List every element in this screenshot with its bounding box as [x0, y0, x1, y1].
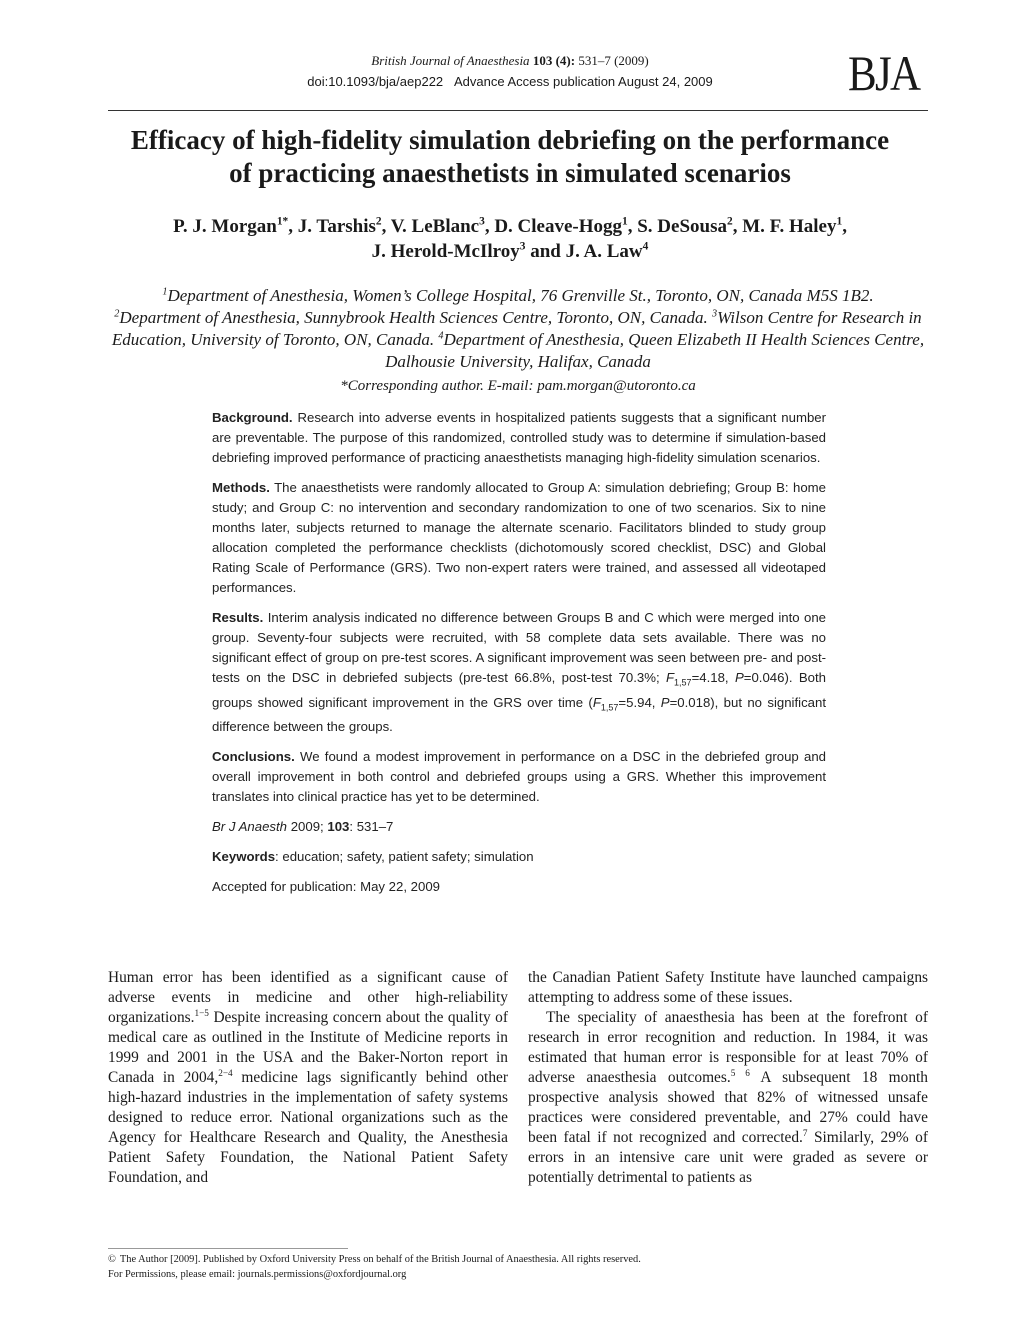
accepted-date: Accepted for publication: May 22, 2009: [212, 879, 440, 895]
advance-access: Advance Access publication August 24, 2009: [454, 74, 713, 89]
body-paragraph: Human error has been identified as a significant cause of adverse events in medicine and other high-reliability organizations.$^{1-5}$ Despite increasing concern about the quality of medical care as outlined in the Institute of Medicine reports in 1999 and 2001 in the USA and the Baker-Norton report in Canada in 2004,$^{2-4}$ medicine lags significantly behind other high-hazard industries in the implementation of safety systems designed to reduce error. National organizations such as the Agency for Healthcare Research and Quality, the Anesthesia Patient Safety Foundation, the National Patient Safety Foundation, and: [108, 969, 508, 1186]
permissions-text: For Permissions, please email: journals.permissions@oxfordjournal.org: [108, 1269, 407, 1280]
affiliation: $^1$Department of Anesthesia, Women’s College Hospital, 76 Grenville St., Toronto, ON, Canada M5S 1B2.: [162, 286, 874, 305]
affiliation: $^3$Wilson Centre for Research in Education, University of Toronto, ON, Canada.: [111, 308, 922, 349]
author: J. A. Law$^4$: [565, 240, 649, 262]
journal-volume: 103: [532, 53, 553, 68]
footer-copyright: [108, 1252, 641, 1282]
journal-name: British Journal of Anaesthesia: [371, 53, 530, 68]
abstract-conclusions: Conclusions. We found a modest improvement in performance on a DSC in the debriefed group and overall improvement in both control and debriefed groups using a GRS. Whether this improvement translates into clinical practice has yet to be determined.: [212, 749, 826, 805]
reference-link[interactable]: 2−4: [218, 1067, 233, 1078]
journal-issue: (4):: [555, 53, 576, 68]
abstract-methods: Methods. The anaesthetists were randomly allocated to Group A: simulation debriefing; Group B: home study; and Group C: no intervention and secondary randomization to one of two scenarios. Six to nine months later, subjects returned to manage the alternate scenario. Facilitators blinded to study group allocation completed the performance checklists (dichotomously scored checklist, DSC) and Global Rating Scale of Performance (GRS). Two non-expert raters were trained, and assessed all videotaped performances.: [212, 480, 826, 595]
corresponding-author: *Corresponding author. E-mail: pam.morgan@utoronto.ca: [340, 378, 696, 394]
author-list: [80, 214, 940, 264]
reference-link[interactable]: 1−5: [194, 1007, 209, 1018]
body-paragraph: The speciality of anaesthesia has been at the forefront of research in error recognition and reduction. In 1984, it was estimated that human error is responsible for at least 70% of adverse anaesthesia outcomes.$^{5 6}$ A subsequent 18 month prospective analysis showed that 82% of witnessed unsafe practices were considered preventable, and 27% could have been fatal if not recognized and corrected.$^7$ Similarly, 29% of errors in an intensive care unit were graded as severe or potentially detrimental to patients as: [528, 1009, 928, 1186]
author: P. J. Morgan$^{1*}$,: [173, 215, 298, 237]
author: V. LeBlanc$^3$,: [390, 215, 495, 237]
title-line-2: of practicing anaesthetists in simulated scenarios: [229, 158, 791, 188]
body-paragraph: the Canadian Patient Safety Institute have launched campaigns attempting to address some of these issues.: [528, 969, 928, 1006]
article-title: [80, 124, 940, 190]
affiliations: [108, 285, 928, 373]
author: M. F. Haley$^1$,: [742, 215, 847, 237]
keywords: Keywords: education; safety, patient safety; simulation: [212, 849, 534, 865]
title-line-1: Efficacy of high-fidelity simulation debriefing on the performance: [130, 125, 890, 155]
journal-pages: 531–7 (2009): [578, 53, 649, 68]
body-column-left: [108, 968, 508, 1188]
author: S. DeSousa$^2$,: [637, 215, 743, 237]
reference-link[interactable]: 5 6: [730, 1067, 750, 1078]
copyright-text: The Author [2009]. Published by Oxford University Press on behalf of the British Journal of Anaesthesia. All rights reserved.: [119, 1254, 641, 1265]
footer-divider: [108, 1248, 348, 1249]
author: D. Cleave-Hogg$^1$,: [494, 215, 638, 237]
header-divider: [108, 110, 928, 111]
doi-link[interactable]: doi:10.1093/bja/aep222: [307, 74, 444, 89]
abstract-background: Background. Research into adverse events in hospitalized patients suggests that a significant number are preventable. The purpose of this randomized, controlled study was to determine if simulation-based debriefing improved performance of practicing anaesthetists managing high-fidelity simulation scenarios.: [212, 410, 827, 465]
reference-link[interactable]: 7: [802, 1127, 808, 1138]
citation: Br J Anaesth 2009; 103: 531–7: [212, 819, 394, 835]
copyright-icon: ©: [108, 1254, 116, 1265]
bja-logo: BJA: [848, 45, 920, 101]
author: J. Tarshis$^2$,: [297, 215, 391, 237]
affiliation: $^2$Department of Anesthesia, Sunnybrook Health Sciences Centre, Toronto, ON, Canada.: [114, 308, 708, 327]
author: J. Herold-McIlroy$^3$ and: [371, 240, 566, 262]
abstract-results: Results. Interim analysis indicated no difference between Groups B and C which were merged into one group. Seventy-four subjects were recruited, with 58 complete data sets available. There was no significant effect of group on pre-test scores. A significant improvement was seen between pre- and post-tests on the DSC in debriefed subjects (pre-test 66.8%, post-test 70.3%; $F_{1,57}=4.18$, P=0.046). Both groups showed significant improvement in the GRS over time ($F_{1,57}=5.94$, P=0.018), but no significant difference between the groups.: [212, 610, 826, 735]
affiliation: $^4$Department of Anesthesia, Queen Elizabeth II Health Sciences Centre, Dalhousie University, Halifax, Canada: [385, 330, 925, 371]
body-column-right: [528, 968, 928, 1188]
abstract: [212, 408, 826, 907]
